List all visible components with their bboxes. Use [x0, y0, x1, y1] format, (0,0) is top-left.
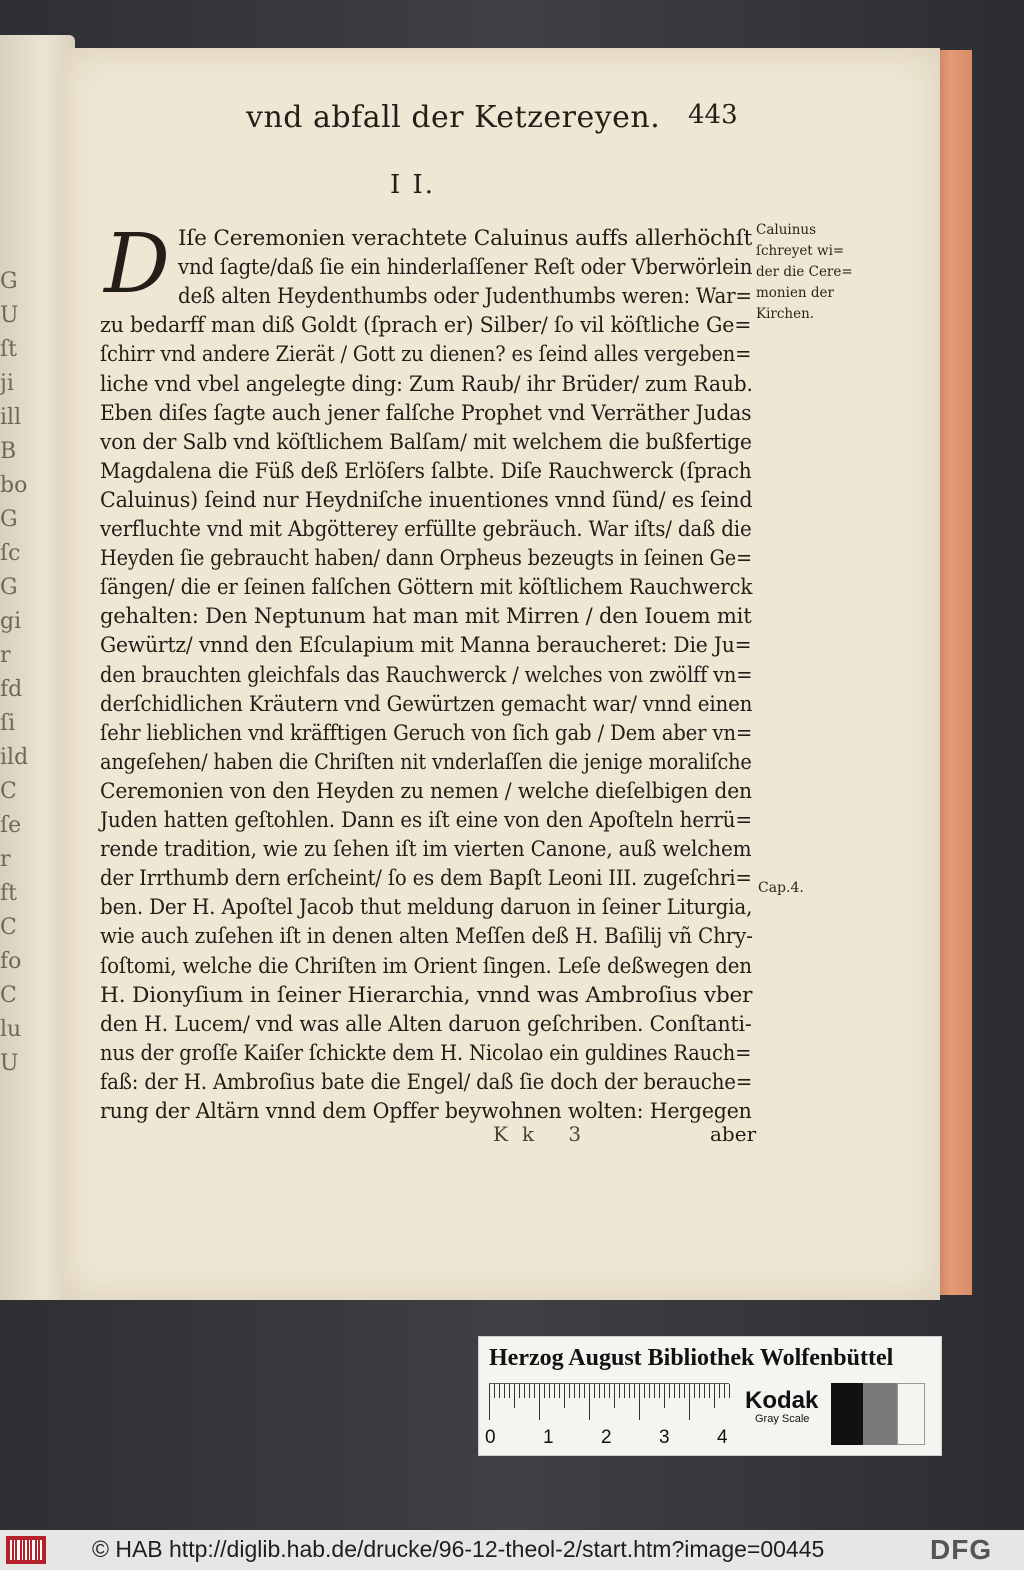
margin-chapter-ref: Cap.4.	[758, 880, 804, 896]
text-line: ſchirr vnd andere Zierät / Gott zu dienen? es ſeind alles vergeben=	[100, 342, 752, 367]
gray-scale-label: Gray Scale	[755, 1413, 810, 1425]
ruler-tick	[694, 1384, 695, 1398]
running-head: vnd abfall der Ketzereyen.	[246, 100, 661, 135]
ruler-tick	[519, 1384, 520, 1398]
ruler-tick	[669, 1384, 670, 1398]
margin-note-line: der die Cere=	[756, 264, 853, 280]
page-number: 443	[688, 100, 738, 130]
ruler-tick	[724, 1384, 725, 1398]
fragment-line: U	[0, 303, 19, 328]
margin-note-line: monien der	[756, 285, 835, 301]
ruler-tick	[579, 1384, 580, 1398]
footer-bar	[0, 1530, 1024, 1570]
fragment-line: ji	[0, 371, 14, 396]
fragment-line: fd	[0, 677, 23, 702]
text-line: H. Dionyſium in ſeiner Hierarchia, vnnd was Ambroſius vber	[100, 982, 753, 1007]
ruler-tick	[634, 1384, 635, 1398]
ruler-tick	[504, 1384, 505, 1398]
margin-note-line: Caluinus	[756, 222, 817, 238]
ruler-number: 2	[601, 1427, 612, 1448]
facing-page-text-fragments	[0, 265, 36, 1081]
text-line: rung der Altärn vnnd dem Opffer beywohnen wolten: Hergegen	[100, 1099, 752, 1123]
ruler-number: 4	[717, 1427, 728, 1448]
fragment-line: G	[0, 269, 18, 294]
text-line: von der Salb vnd köſtlichem Balſam/ mit welchem die bußfertige	[100, 429, 752, 454]
ruler-tick	[589, 1384, 590, 1420]
fragment-line: C	[0, 983, 17, 1008]
ruler-number: 3	[659, 1427, 670, 1448]
text-line: faß: der H. Ambroſius bate die Engel/ daß ſie doch der berauche=	[100, 1069, 753, 1094]
page-edge	[936, 50, 972, 1295]
fragment-line: lu	[0, 1017, 22, 1042]
ruler-tick	[494, 1384, 495, 1398]
ruler-tick	[719, 1384, 720, 1398]
ruler-tick	[489, 1384, 490, 1420]
dfg-logo: DFG	[930, 1534, 993, 1565]
ruler-tick	[574, 1384, 575, 1398]
fragment-line: ild	[0, 745, 29, 770]
ruler-tick	[689, 1384, 690, 1420]
ruler-tick	[664, 1384, 665, 1408]
ruler-tick	[639, 1384, 640, 1420]
text-line: Iſe Ceremonien verachtete Caluinus auffs allerhöchſt	[178, 226, 753, 250]
ruler-tick	[524, 1384, 525, 1398]
ruler-tick	[624, 1384, 625, 1398]
ruler-number: 1	[543, 1427, 554, 1448]
text-line: ſoſtomi, welche die Chriſten im Orient ſingen. Leſe deßwegen den	[100, 953, 752, 978]
fragment-line: G	[0, 575, 18, 600]
color-calibration-card	[478, 1336, 942, 1456]
ruler-tick	[534, 1384, 535, 1398]
text-line: Eben diſes ſagte auch jener falſche Prophet vnd Verräther Judas	[100, 400, 752, 425]
ruler-tick	[549, 1384, 550, 1398]
fragment-line: C	[0, 915, 17, 940]
ruler-number: 0	[485, 1427, 496, 1448]
fragment-line: ill	[0, 405, 22, 430]
drop-cap: D	[104, 217, 170, 312]
text-line: Magdalena die Füß deß Erlöſers ſalbte. Diſe Rauchwerck (ſprach	[100, 458, 752, 483]
fragment-line: B	[0, 439, 17, 464]
kodak-logo: Kodak	[745, 1387, 819, 1414]
ruler-tick	[679, 1384, 680, 1398]
text-line: ben. Der H. Apoſtel Jacob thut meldung daruon in ſeiner Liturgia,	[100, 895, 753, 920]
ruler-tick	[729, 1384, 730, 1398]
ruler-tick	[509, 1384, 510, 1398]
ruler-tick	[559, 1384, 560, 1398]
text-line: Ceremonien von den Heyden zu nemen / welche dieſelbigen den	[100, 778, 752, 803]
ruler-tick	[614, 1384, 615, 1408]
ruler-tick	[499, 1384, 500, 1398]
fragment-line: U	[0, 1051, 19, 1076]
text-line: deß alten Heydenthumbs oder Judenthumbs weren: War=	[178, 284, 752, 309]
text-line: Juden hatten geſtohlen. Dann es iſt eine von den Apoſteln herrü=	[100, 808, 752, 832]
text-line: vnd ſagte/daß ſie ein hinderlaſſener Reſt oder Vberwörlein	[178, 255, 753, 280]
ruler-tick	[684, 1384, 685, 1398]
text-line: verfluchte vnd mit Abgötterey erfüllte gebräuch. War iſts/ daß die	[100, 517, 752, 541]
ruler-tick	[594, 1384, 595, 1398]
text-line: Gewürtz/ vnnd den Eſculapium mit Manna beraucheret: Die Ju=	[100, 633, 752, 658]
ruler-tick	[514, 1384, 515, 1408]
copyright-link[interactable]: © HAB http://diglib.hab.de/drucke/96-12-theol-2/start.htm?image=00445	[92, 1536, 825, 1562]
fragment-line: ft	[0, 881, 17, 906]
fragment-line: ſi	[0, 711, 16, 736]
ruler-tick	[604, 1384, 605, 1398]
ruler-tick	[674, 1384, 675, 1398]
ruler-tick	[564, 1384, 565, 1408]
text-line: der Irrthumb dern erſcheint/ ſo es dem Bapſt Leoni III. zugeſchri=	[100, 866, 752, 891]
fragment-line: r	[0, 847, 11, 872]
gray-swatch-dark	[831, 1383, 863, 1445]
ruler-numbers	[485, 1427, 735, 1451]
library-name: Herzog August Bibliothek Wolfenbüttel	[489, 1345, 894, 1371]
ruler-tick	[569, 1384, 570, 1398]
ruler-tick	[609, 1384, 610, 1398]
text-line: rende tradition, wie zu ſehen iſt im vierten Canone, auß welchem	[100, 837, 752, 862]
fragment-line: r	[0, 643, 11, 668]
ruler-tick	[659, 1384, 660, 1398]
fragment-line: fo	[0, 949, 22, 974]
ruler-tick	[629, 1384, 630, 1398]
ruler-tick	[644, 1384, 645, 1398]
signature-mark: Kk 3	[493, 1122, 596, 1146]
text-line: ſängen/ die er ſeinen falſchen Göttern mit köſtlichem Rauchwerck	[100, 575, 753, 600]
ruler-tick	[619, 1384, 620, 1398]
gray-swatch-light	[897, 1383, 925, 1445]
text-line: ſehr lieblichen vnd kräfftigen Geruch von ſich gab / Dem aber vn=	[100, 720, 753, 745]
margin-note-line: ſchreyet wi=	[756, 243, 845, 259]
ruler-tick	[529, 1384, 530, 1398]
fragment-line: G	[0, 507, 18, 532]
text-line: derſchidlichen Kräutern vnd Gewürtzen gemacht war/ vnnd einen	[100, 691, 753, 716]
text-line: den H. Lucem/ vnd was alle Alten daruon geſchriben. Conſtanti-	[100, 1011, 752, 1036]
ruler-tick	[649, 1384, 650, 1398]
fragment-line: C	[0, 779, 17, 804]
ruler-tick	[699, 1384, 700, 1398]
fragment-line: ſt	[0, 337, 17, 362]
text-line: angeſehen/ haben die Chriſten nit vnderlaſſen die jenige moraliſche	[100, 749, 752, 774]
ruler-tick	[599, 1384, 600, 1398]
ruler-tick	[584, 1384, 585, 1398]
ruler	[489, 1383, 729, 1422]
text-line: wie auch zuſehen iſt in denen alten Meſſen deß H. Baſilij vñ Chry-	[100, 924, 753, 949]
barcode-icon	[6, 1536, 46, 1564]
ruler-tick	[554, 1384, 555, 1398]
fragment-line: gi	[0, 609, 22, 634]
fragment-line: bo	[0, 473, 28, 498]
ruler-tick	[539, 1384, 540, 1420]
ruler-tick	[709, 1384, 710, 1398]
ruler-tick	[544, 1384, 545, 1398]
text-line: nus der groſſe Kaiſer ſchickte dem H. Nicolao ein guldines Rauch=	[100, 1040, 752, 1065]
text-line: liche vnd vbel angelegte ding: Zum Raub/ ihr Brüder/ zum Raub.	[100, 371, 753, 396]
fragment-line: ſc	[0, 541, 21, 566]
gray-swatch-mid	[863, 1383, 897, 1445]
text-line: den brauchten gleichfals das Rauchwerck / welches von zwölff vn=	[100, 662, 753, 687]
text-line: Caluinus) ſeind nur Heydniſche inuentiones vnnd ſünd/ es ſeind	[100, 487, 753, 512]
margin-note-line: Kirchen.	[756, 306, 815, 322]
text-line: Heyden ſie gebraucht haben/ dann Orpheus bezeugts in ſeinen Ge=	[100, 546, 752, 571]
text-line: zu bedarff man diß Goldt (ſprach er) Silber/ ſo vil köſtliche Ge=	[100, 313, 752, 338]
ruler-tick	[714, 1384, 715, 1408]
section-number: I I.	[390, 170, 436, 200]
margin-note	[756, 220, 853, 325]
ruler-tick	[704, 1384, 705, 1398]
catchword: aber	[710, 1122, 757, 1146]
fragment-line: ſe	[0, 813, 22, 838]
ruler-tick	[654, 1384, 655, 1398]
text-line: gehalten: Den Neptunum hat man mit Mirren / den Iouem mit	[100, 604, 752, 629]
